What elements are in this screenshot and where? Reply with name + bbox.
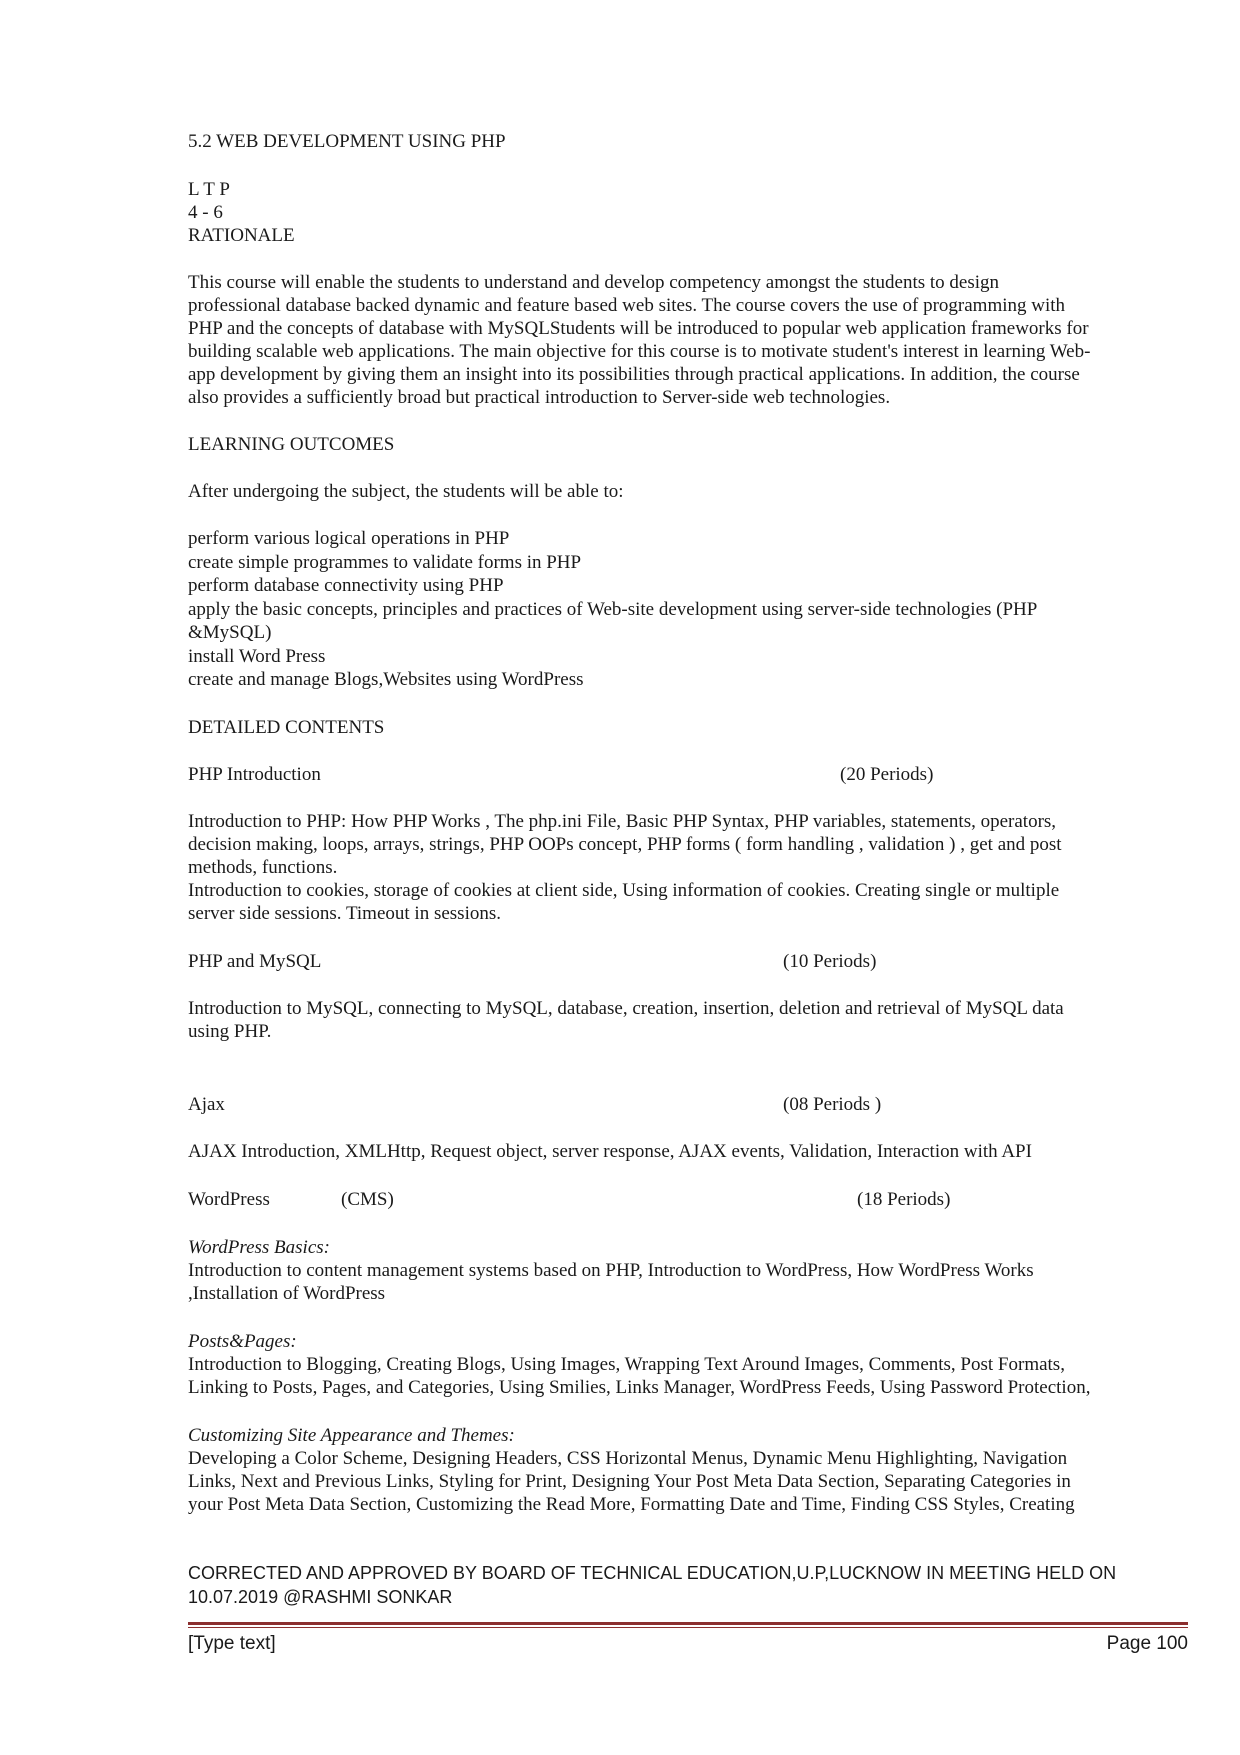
section-periods: (20 Periods) <box>840 764 934 785</box>
section-line: Introduction to content management systems based on PHP, Introduction to WordPress, How WordPress Works <box>188 1260 1034 1281</box>
course-title: 5.2 WEB DEVELOPMENT USING PHP <box>188 131 506 152</box>
section-title: Ajax <box>188 1094 225 1115</box>
contents-heading: DETAILED CONTENTS <box>188 717 385 738</box>
outcome-item: perform various logical operations in PHP <box>188 528 510 549</box>
ltp-header: L T P <box>188 179 230 200</box>
section-line: methods, functions. <box>188 857 338 878</box>
section-subtitle: (CMS) <box>341 1189 394 1210</box>
outcome-item: install Word Press <box>188 646 326 667</box>
section-periods: (10 Periods) <box>783 951 877 972</box>
footer-rule <box>188 1622 1188 1625</box>
footer-left: [Type text] <box>188 1633 276 1654</box>
rationale-line: professional database backed dynamic and feature based web sites. The course covers the use of programming with <box>188 295 1066 316</box>
section-line: your Post Meta Data Section, Customizing the Read More, Formatting Date and Time, Finding CSS Styles, Creating <box>188 1494 1075 1515</box>
subheading: Posts&Pages: <box>188 1331 297 1352</box>
outcomes-intro: After undergoing the subject, the students will be able to: <box>188 481 624 502</box>
rationale-line: PHP and the concepts of database with MySQLStudents will be introduced to popular web application frameworks for <box>188 318 1089 339</box>
rationale-line: also provides a sufficiently broad but practical introduction to Server-side web technologies. <box>188 387 891 408</box>
outcome-item: perform database connectivity using PHP <box>188 575 504 596</box>
rationale-line: building scalable web applications. The main objective for this course is to motivate student's interest in learning Web- <box>188 341 1091 362</box>
section-line: Linking to Posts, Pages, and Categories, Using Smilies, Links Manager, WordPress Feeds, Using Password Protection, <box>188 1377 1091 1398</box>
section-line: ,Installation of WordPress <box>188 1283 386 1304</box>
approval-note: CORRECTED AND APPROVED BY BOARD OF TECHNICAL EDUCATION,U.P,LUCKNOW IN MEETING HELD ON <box>188 1563 1117 1583</box>
section-line: Introduction to MySQL, connecting to MySQL, database, creation, insertion, deletion and retrieval of MySQL data <box>188 998 1064 1019</box>
approval-note: 10.07.2019 @RASHMI SONKAR <box>188 1587 453 1607</box>
section-periods: (18 Periods) <box>857 1189 951 1210</box>
section-title: PHP and MySQL <box>188 951 322 972</box>
page-number: Page 100 <box>1106 1633 1188 1654</box>
subheading: Customizing Site Appearance and Themes: <box>188 1425 515 1446</box>
outcome-item: create and manage Blogs,Websites using WordPress <box>188 669 584 690</box>
section-line: using PHP. <box>188 1021 272 1042</box>
outcome-item: &MySQL) <box>188 622 272 643</box>
section-line: AJAX Introduction, XMLHttp, Request object, server response, AJAX events, Validation, Interaction with API <box>188 1141 1032 1162</box>
section-periods: (08 Periods ) <box>783 1094 882 1115</box>
rationale-line: This course will enable the students to understand and develop competency amongst the students to design <box>188 272 1000 293</box>
outcome-item: apply the basic concepts, principles and practices of Web-site development using server-side technologies (PHP <box>188 599 1038 620</box>
section-line: decision making, loops, arrays, strings, PHP OOPs concept, PHP forms ( form handling , validation ) , get and post <box>188 834 1062 855</box>
section-line: server side sessions. Timeout in sessions. <box>188 903 501 924</box>
rationale-heading: RATIONALE <box>188 225 295 246</box>
section-line: Links, Next and Previous Links, Styling for Print, Designing Your Post Meta Data Section, Separating Categories in <box>188 1471 1071 1492</box>
section-line: Introduction to PHP: How PHP Works , The php.ini File, Basic PHP Syntax, PHP variables, statements, operators, <box>188 811 1057 832</box>
ltp-values: 4 - 6 <box>188 202 223 223</box>
section-title: PHP Introduction <box>188 764 321 785</box>
subheading: WordPress Basics: <box>188 1237 330 1258</box>
outcome-item: create simple programmes to validate forms in PHP <box>188 552 582 573</box>
footer-rule <box>188 1627 1188 1628</box>
outcomes-heading: LEARNING OUTCOMES <box>188 434 395 455</box>
section-line: Introduction to cookies, storage of cookies at client side, Using information of cookies. Creating single or multiple <box>188 880 1060 901</box>
rationale-line: app development by giving them an insight into its possibilities through practical applications. In addition, the course <box>188 364 1080 385</box>
section-title: WordPress <box>188 1189 270 1210</box>
section-line: Introduction to Blogging, Creating Blogs, Using Images, Wrapping Text Around Images, Comments, Post Formats, <box>188 1354 1065 1375</box>
section-line: Developing a Color Scheme, Designing Headers, CSS Horizontal Menus, Dynamic Menu Highlighting, Navigation <box>188 1448 1068 1469</box>
